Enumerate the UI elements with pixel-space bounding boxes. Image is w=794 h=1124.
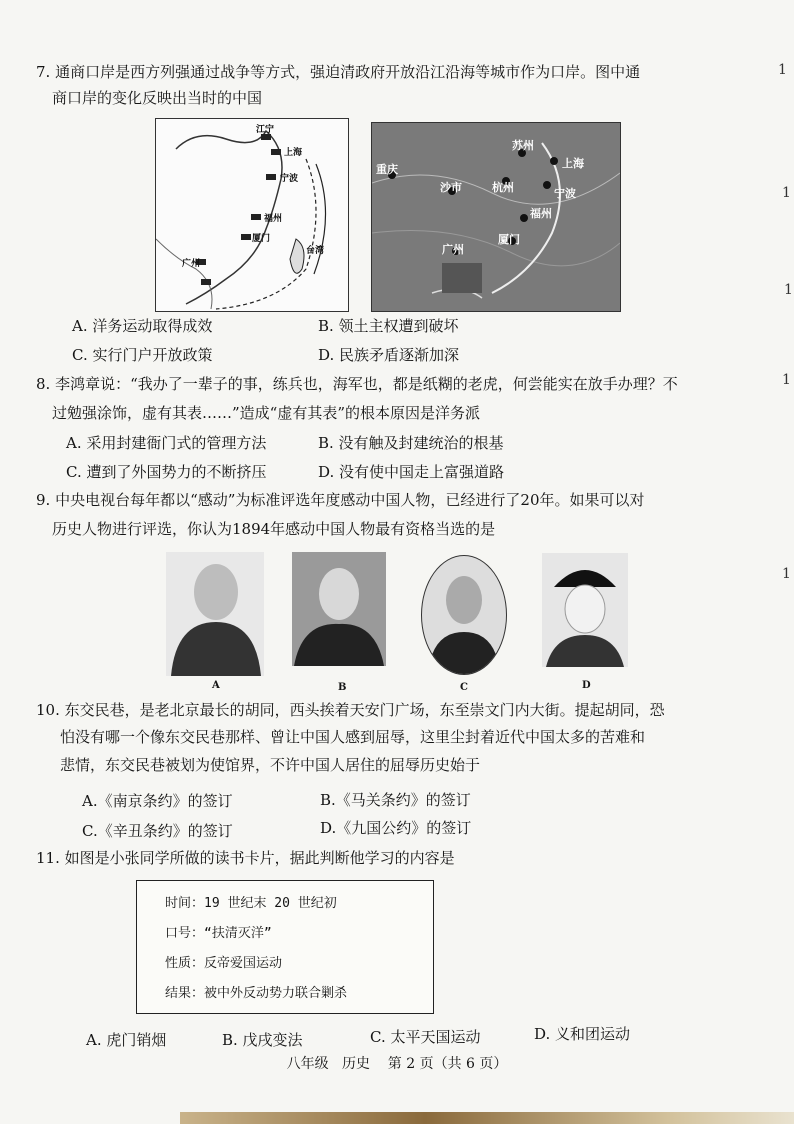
page-footer: 八年级 历史 第 2 页（共 6 页） <box>286 1056 508 1072</box>
map1-label: 台湾 <box>306 246 325 256</box>
q7-option-c[interactable]: C. 实行门户开放政策 <box>72 346 213 364</box>
portrait-c-label: C <box>460 682 468 693</box>
coastline-drawing <box>156 119 348 311</box>
q11-option-d[interactable]: D. 义和团运动 <box>534 1025 631 1043</box>
q8-stem-line2: 过勉强涂饰，虚有其表……”造成“虚有其表”的根本原因是洋务派 <box>52 404 481 422</box>
q10-stem-line2: 怕没有哪一个像东交民巷那样、曾让中国人感到屈辱，这里尘封着近代中国太多的苦难和 <box>60 728 646 746</box>
portrait-b-label: B <box>338 682 347 693</box>
q7-stem-line2: 商口岸的变化反映出当时的中国 <box>52 89 263 107</box>
treaty-port-map-2 <box>371 122 621 312</box>
portrait-b[interactable] <box>292 552 386 666</box>
map2-label: 宁波 <box>554 187 576 200</box>
map2-label: 沙市 <box>440 181 462 194</box>
map2-label: 厦门 <box>498 233 520 246</box>
card-time: 时间：19 世纪末 20 世纪初 <box>165 896 337 911</box>
terrain-drawing <box>372 123 620 311</box>
map2-label: 苏州 <box>512 139 534 152</box>
portrait-d-image <box>542 553 628 667</box>
q10-stem-line1: 10. 东交民巷，是老北京最长的胡同，西头挨着天安门广场，东至崇文门内大街。提起胡同，恐 <box>36 701 665 719</box>
table-edge <box>180 1112 794 1124</box>
card-result: 结果：被中外反动势力联合剿杀 <box>165 986 348 1001</box>
q11-option-c[interactable]: C. 太平天国运动 <box>370 1028 481 1046</box>
q7-option-a[interactable]: A. 洋务运动取得成效 <box>72 317 213 335</box>
map1-label: 宁波 <box>280 174 299 184</box>
map2-label: 上海 <box>562 157 584 170</box>
q11-option-a[interactable]: A. 虎门销烟 <box>86 1031 167 1049</box>
q11-stem-line1: 11. 如图是小张同学所做的读书卡片，据此判断他学习的内容是 <box>36 849 455 867</box>
map1-label: 厦门 <box>252 234 271 244</box>
q8-option-b[interactable]: B. 没有触及封建统治的根基 <box>318 434 504 452</box>
q9-stem-line1: 9. 中央电视台每年都以“感动”为标准评选年度感动中国人物，已经进行了20年。如果可以对 <box>36 491 645 509</box>
portrait-a[interactable] <box>166 552 264 676</box>
portrait-c-image <box>422 556 506 674</box>
q8-option-c[interactable]: C. 遭到了外国势力的不断挤压 <box>66 463 267 481</box>
margin-mark: 1 <box>782 185 791 201</box>
portrait-b-image <box>292 552 386 666</box>
q7-option-d[interactable]: D. 民族矛盾逐渐加深 <box>318 346 460 364</box>
portrait-d[interactable] <box>542 553 628 667</box>
margin-mark: 1 <box>782 566 791 582</box>
q9-stem-line2: 历史人物进行评选，你认为1894年感动中国人物最有资格当选的是 <box>52 520 496 538</box>
map2-label: 重庆 <box>376 163 398 176</box>
q8-option-a[interactable]: A. 采用封建衙门式的管理方法 <box>66 434 267 452</box>
portrait-c[interactable] <box>421 555 507 675</box>
card-slogan: 口号：“扶清灭洋” <box>165 926 272 941</box>
map2-label: 福州 <box>530 207 552 220</box>
margin-mark: 1 <box>782 372 791 388</box>
map2-label: 广州 <box>442 243 464 256</box>
q10-stem-line3: 悲情，东交民巷被划为使馆界，不许中国人居住的屈辱历史始于 <box>60 756 481 774</box>
portrait-d-label: D <box>582 680 591 691</box>
portrait-a-image <box>166 552 264 676</box>
q7-stem-line1: 7. 通商口岸是西方列强通过战争等方式，强迫清政府开放沿江沿海等城市作为口岸。图中通 <box>36 63 641 81</box>
q10-option-c[interactable]: C.《辛丑条约》的签订 <box>82 822 233 840</box>
map1-label: 广州 <box>182 259 201 269</box>
q10-option-a[interactable]: A.《南京条约》的签订 <box>82 792 233 810</box>
portrait-a-label: A <box>212 680 220 691</box>
map1-label: 江宁 <box>256 125 275 135</box>
treaty-port-map-1 <box>155 118 349 312</box>
q11-option-b[interactable]: B. 戊戌变法 <box>222 1031 303 1049</box>
reading-card <box>136 880 434 1014</box>
margin-mark: 1 <box>784 282 793 298</box>
q10-option-b[interactable]: B.《马关条约》的签订 <box>320 791 471 809</box>
map1-label: 福州 <box>264 214 283 224</box>
map2-label: 杭州 <box>492 181 514 194</box>
q7-option-b[interactable]: B. 领土主权遭到破坏 <box>318 317 459 335</box>
card-nature: 性质：反帝爱国运动 <box>165 956 283 971</box>
margin-mark: 1 <box>778 62 787 78</box>
map1-label: 上海 <box>284 148 303 158</box>
q8-option-d[interactable]: D. 没有使中国走上富强道路 <box>318 463 505 481</box>
q10-option-d[interactable]: D.《九国公约》的签订 <box>320 819 472 837</box>
q8-stem-line1: 8. 李鸿章说：“我办了一辈子的事，练兵也，海军也，都是纸糊的老虎，何尝能实在放手办理？不 <box>36 375 678 393</box>
